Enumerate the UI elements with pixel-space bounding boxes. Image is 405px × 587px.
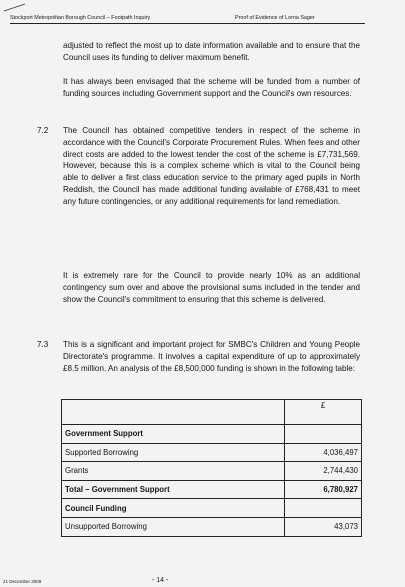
table-header-row — [62, 400, 362, 425]
table-row — [62, 462, 362, 481]
table-header-label-cell — [62, 400, 285, 425]
table-cell-label: Supported Borrowing — [62, 443, 285, 462]
paragraph-4: It is extremely rare for the Council to provide nearly 10% as an additional contingency sum over and above the provisional sums included in the tender and show the Council's commitment to ensuring that this scheme is delivered. — [63, 271, 360, 304]
table-cell-value: 4,036,497 — [285, 443, 362, 462]
paragraph-1: adjusted to reflect the most up to date information available and to ensure that the Council uses its funding to deliver maximum benefit. — [63, 41, 360, 62]
header-right: Proof of Evidence of Lorna Sager — [235, 15, 315, 21]
table-cell-label: Council Funding — [62, 499, 285, 518]
table-row — [62, 480, 362, 499]
table-cell-value: 43,073 — [285, 517, 362, 536]
table-row — [62, 517, 362, 536]
paragraph-7-2: The Council has obtained competitive tenders in respect of the scheme in accordance with the Council's Corporate Procurement Rules. When fees and other direct costs are added to the lowest tender the cost of the scheme is £7,731,569. However, because this is a complex scheme which is vital to the Council being able to deliver a first class education service to the primary aged pupils in North Reddish, the Council has made additional funding available of £768,431 to meet any future contingencies, or any additional requirements for land remediation. — [63, 126, 360, 206]
header-rule — [10, 23, 365, 24]
header-left: Stockport Metropolitan Borough Council – Footpath Inquiry — [10, 15, 151, 21]
page-number: - 14 - — [152, 577, 169, 584]
table-cell-value: 2,744,430 — [285, 462, 362, 481]
table-row — [62, 443, 362, 462]
paragraph-2: It has always been envisaged that the scheme will be funded from a number of funding sources including Government support and the Council's own resources. — [63, 77, 360, 98]
footer-date: 21 December 2009 — [3, 579, 42, 584]
table-cell-label: Government Support — [62, 425, 285, 444]
table-cell-value: 6,780,927 — [285, 480, 362, 499]
table-cell-label: Unsupported Borrowing — [62, 517, 285, 536]
table-cell-value — [285, 499, 362, 518]
table-cell-label: Grants — [62, 462, 285, 481]
funding-table — [61, 399, 362, 537]
paragraph-number-7-2: 7.2 — [37, 126, 49, 135]
paragraph-number-7-3: 7.3 — [37, 340, 49, 349]
table-cell-value — [285, 425, 362, 444]
pen-mark — [3, 2, 27, 12]
table-cell-label: Total – Government Support — [62, 480, 285, 499]
currency-header: £ — [285, 400, 362, 425]
table-row — [62, 499, 362, 518]
table-row — [62, 425, 362, 444]
paragraph-7-3: This is a significant and important project for SMBC's Children and Young People Directorate's programme. It involves a capital expenditure of up to approximately £8.5 million. An analysis of the £8,500,000 funding is shown in the following table: — [63, 340, 360, 373]
